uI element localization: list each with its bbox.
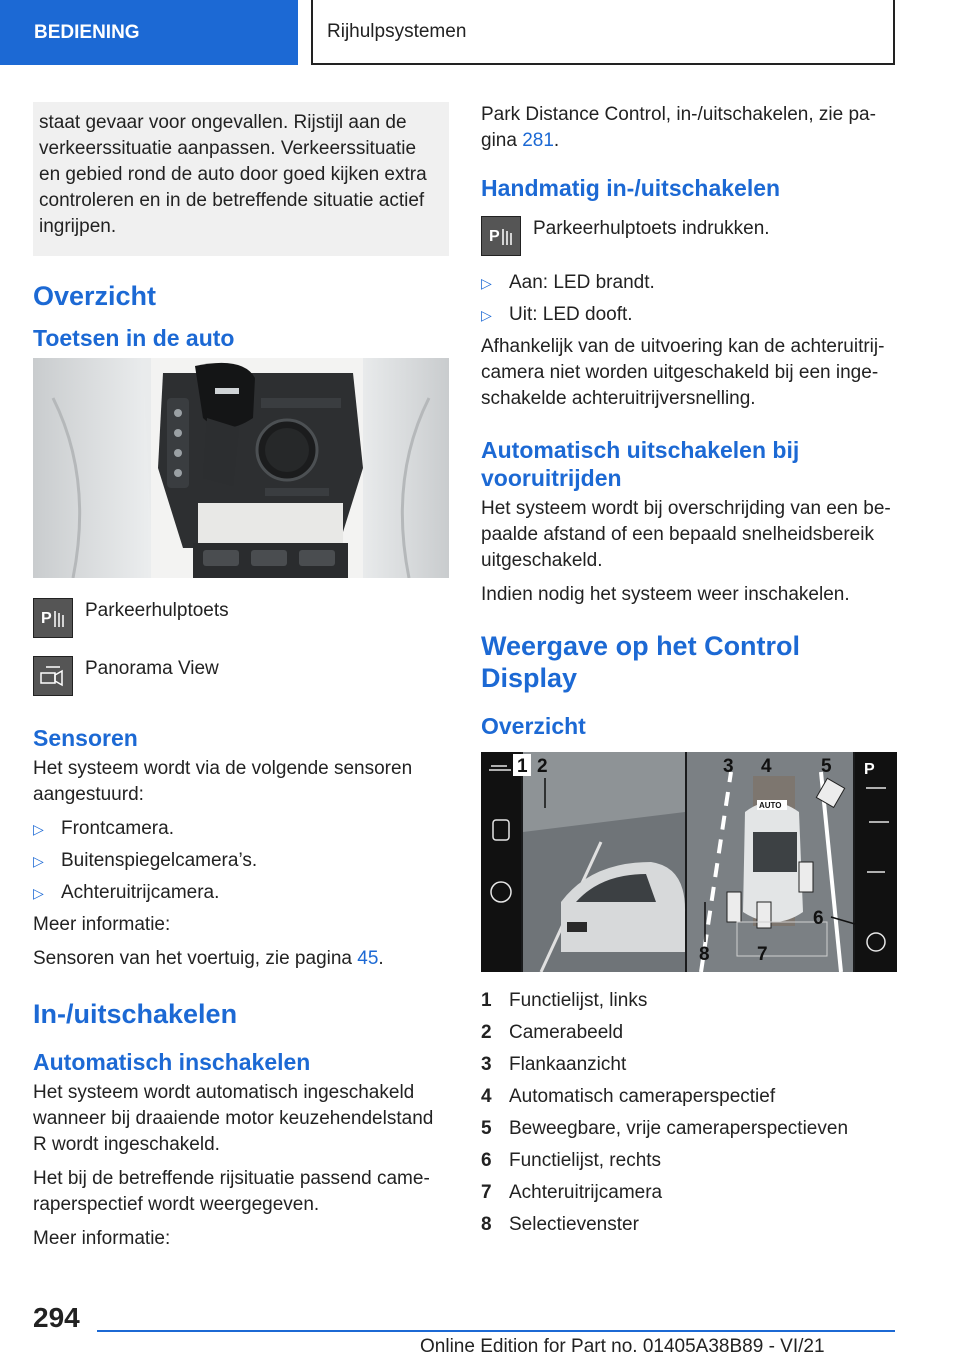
callout-1: 1 bbox=[517, 756, 528, 777]
list-item bbox=[481, 302, 897, 328]
park-assist-button-row bbox=[33, 598, 449, 638]
overview-heading: Overzicht bbox=[33, 281, 157, 311]
legend-item bbox=[481, 1116, 897, 1142]
legend-label: Functielijst, rechts bbox=[509, 1150, 662, 1171]
legend-number: 6 bbox=[481, 1150, 492, 1171]
legend-label: Selectievenster bbox=[509, 1214, 639, 1235]
reactivate-text: Indien nodig het systeem weer inschakelen. bbox=[481, 584, 850, 605]
chapter-header bbox=[311, 0, 895, 65]
auto-on-text: Het systeem wordt automatisch ingeschakeld wanneer bij draaiende motor keuzehendelstand R wordt ingeschakeld. bbox=[33, 1082, 434, 1155]
sensors-reference-period: . bbox=[378, 948, 384, 969]
center-console-photo bbox=[33, 358, 449, 578]
edition-note: Online Edition for Part no. 01405A38B89 - VI/21 bbox=[420, 1336, 825, 1357]
auto-on-text-2: Het bij de betreffende rijsituatie passend cameraperspectief wordt weergegeven. bbox=[33, 1168, 430, 1215]
list-item bbox=[33, 816, 449, 842]
bullet-triangle-icon: ▷ bbox=[33, 885, 44, 901]
sensors-reference bbox=[33, 946, 449, 972]
callout-7: 7 bbox=[757, 944, 768, 965]
section-tab bbox=[0, 0, 298, 65]
section-title: BEDIENING bbox=[34, 21, 140, 43]
display-overview-heading: Overzicht bbox=[481, 713, 586, 739]
manual-item: Aan: LED brandt. bbox=[509, 272, 655, 293]
callout-3: 3 bbox=[723, 756, 734, 777]
bullet-triangle-icon: ▷ bbox=[33, 853, 44, 869]
svg-text:P: P bbox=[489, 228, 500, 245]
bullet-triangle-icon: ▷ bbox=[481, 307, 492, 323]
bullet-triangle-icon: ▷ bbox=[481, 275, 492, 291]
list-item bbox=[481, 270, 897, 296]
onoff-heading: In-/uitschakelen bbox=[33, 999, 238, 1029]
legend-number: 5 bbox=[481, 1118, 492, 1139]
legend-item bbox=[481, 988, 897, 1014]
panorama-view-button-row bbox=[33, 656, 449, 696]
pdc-reference bbox=[481, 102, 897, 154]
pdc-reference-text: Park Distance Control, in-/uitschakelen, zie pagina bbox=[481, 104, 876, 151]
legend-item bbox=[481, 1180, 897, 1206]
legend-item bbox=[481, 1052, 897, 1078]
more-info-label: Meer informatie: bbox=[33, 914, 171, 935]
buttons-heading: Toetsen in de auto bbox=[33, 325, 235, 351]
legend-number: 4 bbox=[481, 1086, 492, 1107]
callout-4: 4 bbox=[761, 756, 772, 777]
park-letter: P bbox=[864, 761, 875, 778]
park-assist-icon bbox=[481, 216, 521, 256]
legend-label: Camerabeeld bbox=[509, 1022, 624, 1043]
display-heading: Weergave op het Control Display bbox=[481, 631, 801, 693]
bullet-triangle-icon: ▷ bbox=[33, 821, 44, 837]
legend-number: 1 bbox=[481, 990, 492, 1011]
list-item bbox=[33, 880, 449, 906]
legend-item bbox=[481, 1084, 897, 1110]
sensor-item: Frontcamera. bbox=[61, 818, 174, 839]
more-info-label-2: Meer informatie: bbox=[33, 1228, 171, 1249]
page-number: 294 bbox=[33, 1302, 80, 1333]
park-assist-label: Parkeerhulptoets bbox=[85, 600, 229, 621]
legend-item bbox=[481, 1212, 897, 1238]
legend-label: Automatisch cameraperspectief bbox=[509, 1086, 776, 1107]
legend-item bbox=[481, 1020, 897, 1046]
reverse-camera-text: Afhankelijk van de uitvoering kan de achteruitrijcamera niet worden uitgeschakeld bij een ingeschakelde achteruitrijversnelling. bbox=[481, 336, 885, 409]
legend-number: 2 bbox=[481, 1022, 492, 1043]
legend-item bbox=[481, 1148, 897, 1174]
legend-label: Achteruitrijcamera bbox=[509, 1182, 663, 1203]
left-column bbox=[33, 102, 449, 1260]
manual-icon-text: Parkeerhulptoets indrukken. bbox=[533, 218, 770, 239]
panorama-view-label: Panorama View bbox=[85, 658, 219, 679]
callout-2: 2 bbox=[537, 756, 548, 777]
auto-on-heading: Automatisch inschakelen bbox=[33, 1049, 311, 1075]
legend-number: 3 bbox=[481, 1054, 492, 1075]
sensors-heading: Sensoren bbox=[33, 725, 138, 751]
sensors-page-link[interactable]: 45 bbox=[357, 948, 379, 969]
legend-number: 8 bbox=[481, 1214, 492, 1235]
warning-box bbox=[33, 102, 449, 256]
control-display-illustration bbox=[481, 752, 897, 972]
callout-5: 5 bbox=[821, 756, 832, 777]
manual-list bbox=[481, 270, 897, 328]
legend-label: Flankaanzicht bbox=[509, 1054, 627, 1075]
auto-off-text: Het systeem wordt bij overschrijding van een bepaalde afstand of een bepaald snelheidsbereik uitgeschakeld. bbox=[481, 498, 891, 571]
auto-badge: AUTO bbox=[759, 801, 782, 810]
callout-8: 8 bbox=[699, 944, 710, 965]
right-column bbox=[481, 102, 897, 1244]
pdc-reference-period: . bbox=[553, 130, 560, 151]
manual-item: Uit: LED dooft. bbox=[509, 304, 633, 325]
list-item bbox=[33, 848, 449, 874]
sensor-item: Achteruitrijcamera. bbox=[61, 882, 220, 903]
warning-text: staat gevaar voor ongevallen. Rijstijl aan de verkeerssituatie aanpassen. Verkeerssituatie en gebied rond de auto door goed kijken extra controleren en in de betreffende situatie actief ingrijpen. bbox=[39, 112, 427, 237]
legend-list bbox=[481, 988, 897, 1238]
park-assist-icon bbox=[33, 598, 73, 638]
sensors-list bbox=[33, 816, 449, 906]
manual-icon-row bbox=[481, 216, 897, 256]
pdc-page-link[interactable]: 281 bbox=[522, 130, 554, 151]
legend-label: Beweegbare, vrije cameraperspectieven bbox=[509, 1118, 849, 1139]
legend-label: Functielijst, links bbox=[509, 990, 648, 1011]
footer-divider bbox=[97, 1330, 895, 1332]
manual-heading: Handmatig in-/uitschakelen bbox=[481, 175, 781, 201]
legend-number: 7 bbox=[481, 1182, 492, 1203]
sensors-intro: Het systeem wordt via de volgende sensoren aangestuurd: bbox=[33, 758, 413, 805]
sensors-reference-text: Sensoren van het voertuig, zie pagina bbox=[33, 948, 358, 969]
svg-text:P: P bbox=[41, 610, 52, 627]
sensor-item: Buitenspiegelcamera’s. bbox=[61, 850, 258, 871]
panorama-view-icon bbox=[33, 656, 73, 696]
callout-6: 6 bbox=[813, 908, 824, 929]
chapter-title: Rijhulpsystemen bbox=[327, 20, 467, 42]
auto-off-heading: Automatisch uitschakelen bij vooruitrijden bbox=[481, 437, 800, 491]
